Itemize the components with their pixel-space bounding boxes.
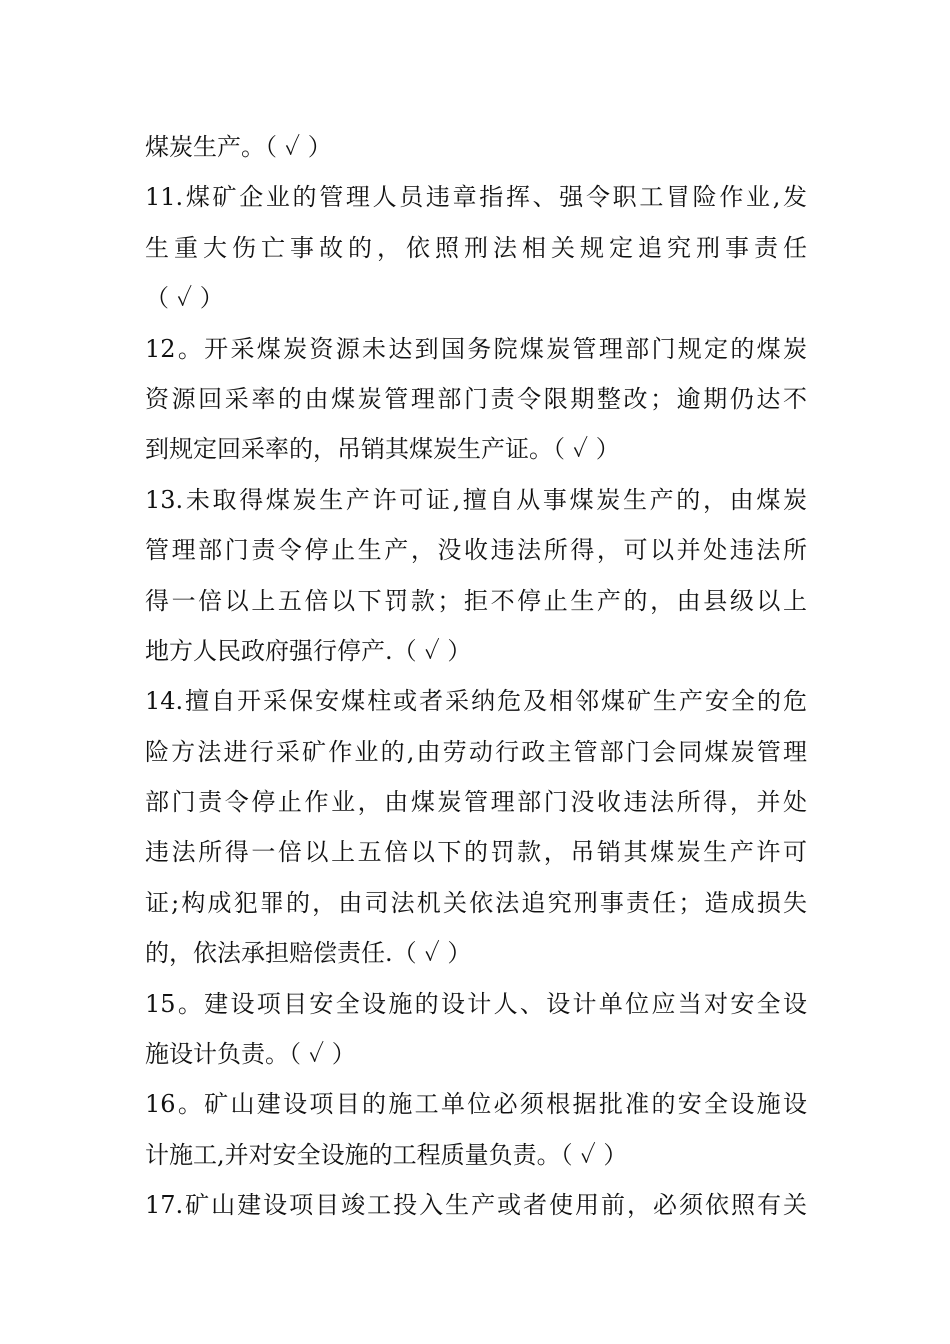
- text-line: 资源回采率的由煤炭管理部门责令限期整改；逾期仍达不: [145, 384, 807, 413]
- text-line: 违法所得一倍以上五倍以下的罚款，吊销其煤炭生产许可: [145, 838, 807, 867]
- text-line: 生重大伤亡事故的，依照刑法相关规定追究刑事责任: [145, 233, 807, 262]
- text-line: 16。矿山建设项目的施工单位必须根据批准的安全设施设: [145, 1090, 807, 1119]
- text-line: 17.矿山建设项目竣工投入生产或者使用前，必须依照有关: [145, 1191, 807, 1220]
- text-line: （ ✓ ）: [145, 284, 224, 313]
- text-line: 地方人民政府强行停产.（ ✓ ）: [145, 636, 472, 665]
- text-line: 得一倍以上五倍以下罚款；拒不停止生产的，由县级以上: [145, 586, 807, 615]
- text-line: 15。建设项目安全设施的设计人、设计单位应当对安全设: [145, 989, 807, 1018]
- text-line: 12。开采煤炭资源未达到国务院煤炭管理部门规定的煤炭: [145, 334, 807, 363]
- text-line: 管理部门责令停止生产，没收违法所得，可以并处违法所: [145, 536, 807, 565]
- text-line: 到规定回采率的，吊销其煤炭生产证。（ ✓ ）: [145, 435, 620, 464]
- text-line: 计施工,并对安全设施的工程质量负责。（ ✓ ）: [145, 1140, 628, 1169]
- text-line: 证;构成犯罪的，由司法机关依法追究刑事责任；造成损失: [145, 888, 807, 917]
- text-line: 14.擅自开采保安煤柱或者采纳危及相邻煤矿生产安全的危: [145, 687, 807, 716]
- text-line: 部门责令停止作业，由煤炭管理部门没收违法所得，并处: [145, 788, 807, 817]
- text-line: 险方法进行采矿作业的,由劳动行政主管部门会同煤炭管理: [145, 737, 807, 766]
- text-line: 11.煤矿企业的管理人员违章指挥、强令职工冒险作业,发: [145, 183, 807, 212]
- document-body: [145, 122, 807, 1231]
- text-line: 煤炭生产。（ ✓ ）: [145, 133, 332, 161]
- text-line: 的，依法承担赔偿责任.（ ✓ ）: [145, 939, 472, 968]
- text-line: 13.未取得煤炭生产许可证,擅自从事煤炭生产的，由煤炭: [145, 485, 807, 514]
- text-line: 施设计负责。（ ✓ ）: [145, 1040, 356, 1069]
